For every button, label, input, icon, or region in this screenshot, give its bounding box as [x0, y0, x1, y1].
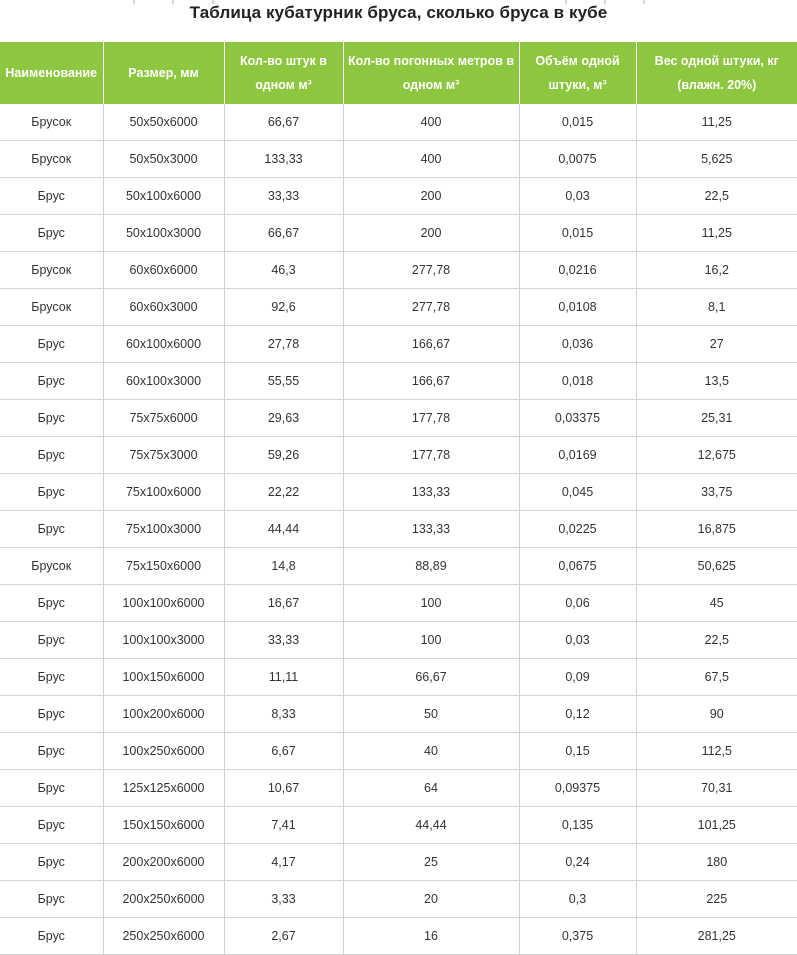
cell-volume: 0,015 [519, 104, 636, 141]
cell-volume: 0,015 [519, 215, 636, 252]
cell-name: Брус [0, 918, 103, 955]
cell-volume: 0,06 [519, 585, 636, 622]
cell-weight: 225 [636, 881, 797, 918]
table-row [0, 659, 797, 696]
cell-running-meters: 20 [343, 881, 519, 918]
cell-volume: 0,03 [519, 622, 636, 659]
cell-volume: 0,0108 [519, 289, 636, 326]
cell-size: 100x150x6000 [103, 659, 224, 696]
cell-pieces-per-m3: 33,33 [224, 622, 343, 659]
cell-name: Брус [0, 437, 103, 474]
cell-volume: 0,24 [519, 844, 636, 881]
cell-size: 50x100x3000 [103, 215, 224, 252]
cell-weight: 22,5 [636, 178, 797, 215]
cell-size: 125x125x6000 [103, 770, 224, 807]
cell-running-meters: 66,67 [343, 659, 519, 696]
cell-name: Брус [0, 474, 103, 511]
cell-pieces-per-m3: 14,8 [224, 548, 343, 585]
cell-name: Брус [0, 178, 103, 215]
cell-volume: 0,03375 [519, 400, 636, 437]
cell-pieces-per-m3: 133,33 [224, 141, 343, 178]
table-row [0, 400, 797, 437]
cell-weight: 45 [636, 585, 797, 622]
cell-size: 60x100x3000 [103, 363, 224, 400]
table-row [0, 363, 797, 400]
cell-running-meters: 166,67 [343, 326, 519, 363]
cell-running-meters: 16 [343, 918, 519, 955]
cell-running-meters: 133,33 [343, 511, 519, 548]
cell-running-meters: 100 [343, 585, 519, 622]
cell-weight: 8,1 [636, 289, 797, 326]
cell-name: Брус [0, 400, 103, 437]
cell-name: Брус [0, 363, 103, 400]
cell-weight: 67,5 [636, 659, 797, 696]
cell-volume: 0,0216 [519, 252, 636, 289]
cell-name: Брусок [0, 104, 103, 141]
cell-volume: 0,135 [519, 807, 636, 844]
cell-weight: 50,625 [636, 548, 797, 585]
cell-weight: 13,5 [636, 363, 797, 400]
cell-size: 200x200x6000 [103, 844, 224, 881]
cell-size: 100x100x3000 [103, 622, 224, 659]
table-row [0, 696, 797, 733]
cell-weight: 281,25 [636, 918, 797, 955]
cell-size: 75x100x6000 [103, 474, 224, 511]
cell-running-meters: 400 [343, 141, 519, 178]
table-row [0, 881, 797, 918]
cell-volume: 0,0225 [519, 511, 636, 548]
cell-size: 150x150x6000 [103, 807, 224, 844]
cell-name: Брус [0, 733, 103, 770]
cell-pieces-per-m3: 2,67 [224, 918, 343, 955]
cell-weight: 25,31 [636, 400, 797, 437]
cell-volume: 0,045 [519, 474, 636, 511]
table-row [0, 807, 797, 844]
cell-size: 75x75x3000 [103, 437, 224, 474]
cell-name: Брусок [0, 141, 103, 178]
cell-pieces-per-m3: 22,22 [224, 474, 343, 511]
cell-running-meters: 40 [343, 733, 519, 770]
cell-running-meters: 200 [343, 178, 519, 215]
cell-running-meters: 166,67 [343, 363, 519, 400]
cell-volume: 0,3 [519, 881, 636, 918]
cell-pieces-per-m3: 3,33 [224, 881, 343, 918]
cell-volume: 0,0675 [519, 548, 636, 585]
cell-weight: 16,2 [636, 252, 797, 289]
table-row [0, 474, 797, 511]
table-row [0, 104, 797, 141]
cell-pieces-per-m3: 92,6 [224, 289, 343, 326]
cell-pieces-per-m3: 7,41 [224, 807, 343, 844]
cell-weight: 70,31 [636, 770, 797, 807]
cell-weight: 11,25 [636, 215, 797, 252]
cell-running-meters: 64 [343, 770, 519, 807]
cell-pieces-per-m3: 59,26 [224, 437, 343, 474]
cell-volume: 0,375 [519, 918, 636, 955]
cell-pieces-per-m3: 4,17 [224, 844, 343, 881]
cell-volume: 0,09375 [519, 770, 636, 807]
cell-size: 75x75x6000 [103, 400, 224, 437]
cell-weight: 22,5 [636, 622, 797, 659]
header-volume-per-piece: Объём одной штуки, м³ [519, 42, 636, 104]
table-row [0, 733, 797, 770]
cell-pieces-per-m3: 46,3 [224, 252, 343, 289]
table-row [0, 622, 797, 659]
cell-pieces-per-m3: 55,55 [224, 363, 343, 400]
cell-name: Брусок [0, 252, 103, 289]
cell-weight: 33,75 [636, 474, 797, 511]
cell-size: 50x50x6000 [103, 104, 224, 141]
cell-weight: 27 [636, 326, 797, 363]
cell-pieces-per-m3: 33,33 [224, 178, 343, 215]
cell-size: 60x60x6000 [103, 252, 224, 289]
header-weight-per-piece: Вес одной штуки, кг (влажн. 20%) [636, 42, 797, 104]
cell-running-meters: 277,78 [343, 252, 519, 289]
cell-name: Брус [0, 696, 103, 733]
cell-pieces-per-m3: 11,11 [224, 659, 343, 696]
cell-pieces-per-m3: 6,67 [224, 733, 343, 770]
header-pieces-per-m3: Кол-во штук в одном м³ [224, 42, 343, 104]
cell-name: Брус [0, 844, 103, 881]
cell-running-meters: 177,78 [343, 400, 519, 437]
cell-pieces-per-m3: 29,63 [224, 400, 343, 437]
table-row [0, 770, 797, 807]
cell-weight: 16,875 [636, 511, 797, 548]
cell-weight: 11,25 [636, 104, 797, 141]
cell-name: Брус [0, 585, 103, 622]
cell-running-meters: 50 [343, 696, 519, 733]
cell-running-meters: 177,78 [343, 437, 519, 474]
cell-running-meters: 277,78 [343, 289, 519, 326]
cell-size: 50x100x6000 [103, 178, 224, 215]
cell-name: Брус [0, 807, 103, 844]
cell-size: 100x100x6000 [103, 585, 224, 622]
cell-pieces-per-m3: 44,44 [224, 511, 343, 548]
cell-name: Брусок [0, 548, 103, 585]
cell-size: 100x200x6000 [103, 696, 224, 733]
cell-volume: 0,036 [519, 326, 636, 363]
cell-running-meters: 25 [343, 844, 519, 881]
table-row [0, 918, 797, 955]
cell-pieces-per-m3: 66,67 [224, 104, 343, 141]
header-name: Наименование [0, 42, 103, 104]
cell-weight: 112,5 [636, 733, 797, 770]
cell-weight: 101,25 [636, 807, 797, 844]
page-title: Таблица кубатурник бруса, сколько бруса в кубе [189, 3, 608, 22]
cell-name: Брус [0, 215, 103, 252]
cell-name: Брус [0, 326, 103, 363]
cell-running-meters: 400 [343, 104, 519, 141]
table-row [0, 215, 797, 252]
cell-name: Брусок [0, 289, 103, 326]
cell-pieces-per-m3: 27,78 [224, 326, 343, 363]
cell-size: 60x60x3000 [103, 289, 224, 326]
cell-size: 75x100x3000 [103, 511, 224, 548]
table-row [0, 844, 797, 881]
cell-volume: 0,0075 [519, 141, 636, 178]
table-row [0, 511, 797, 548]
table-row [0, 585, 797, 622]
table-row [0, 141, 797, 178]
cell-name: Брус [0, 511, 103, 548]
cell-size: 50x50x3000 [103, 141, 224, 178]
cell-name: Брус [0, 881, 103, 918]
cell-volume: 0,12 [519, 696, 636, 733]
cell-weight: 180 [636, 844, 797, 881]
cell-pieces-per-m3: 8,33 [224, 696, 343, 733]
table-row [0, 289, 797, 326]
cell-weight: 5,625 [636, 141, 797, 178]
cell-running-meters: 88,89 [343, 548, 519, 585]
cell-volume: 0,018 [519, 363, 636, 400]
cell-pieces-per-m3: 10,67 [224, 770, 343, 807]
cell-size: 200x250x6000 [103, 881, 224, 918]
cell-pieces-per-m3: 16,67 [224, 585, 343, 622]
cell-volume: 0,03 [519, 178, 636, 215]
table-header-row [0, 42, 797, 104]
cell-name: Брус [0, 659, 103, 696]
cell-volume: 0,15 [519, 733, 636, 770]
cell-size: 100x250x6000 [103, 733, 224, 770]
timber-cubature-table [0, 42, 797, 955]
cell-running-meters: 200 [343, 215, 519, 252]
cell-size: 75x150x6000 [103, 548, 224, 585]
cell-weight: 90 [636, 696, 797, 733]
header-running-meters-per-m3: Кол-во погонных метров в одном м³ [343, 42, 519, 104]
cell-name: Брус [0, 622, 103, 659]
cell-size: 60x100x6000 [103, 326, 224, 363]
cell-pieces-per-m3: 66,67 [224, 215, 343, 252]
cell-volume: 0,09 [519, 659, 636, 696]
cell-name: Брус [0, 770, 103, 807]
cell-size: 250x250x6000 [103, 918, 224, 955]
table-row [0, 437, 797, 474]
cell-running-meters: 133,33 [343, 474, 519, 511]
cell-weight: 12,675 [636, 437, 797, 474]
cell-running-meters: 44,44 [343, 807, 519, 844]
cell-volume: 0,0169 [519, 437, 636, 474]
table-row [0, 548, 797, 585]
header-size: Размер, мм [103, 42, 224, 104]
table-row [0, 178, 797, 215]
table-row [0, 326, 797, 363]
cell-running-meters: 100 [343, 622, 519, 659]
table-row [0, 252, 797, 289]
